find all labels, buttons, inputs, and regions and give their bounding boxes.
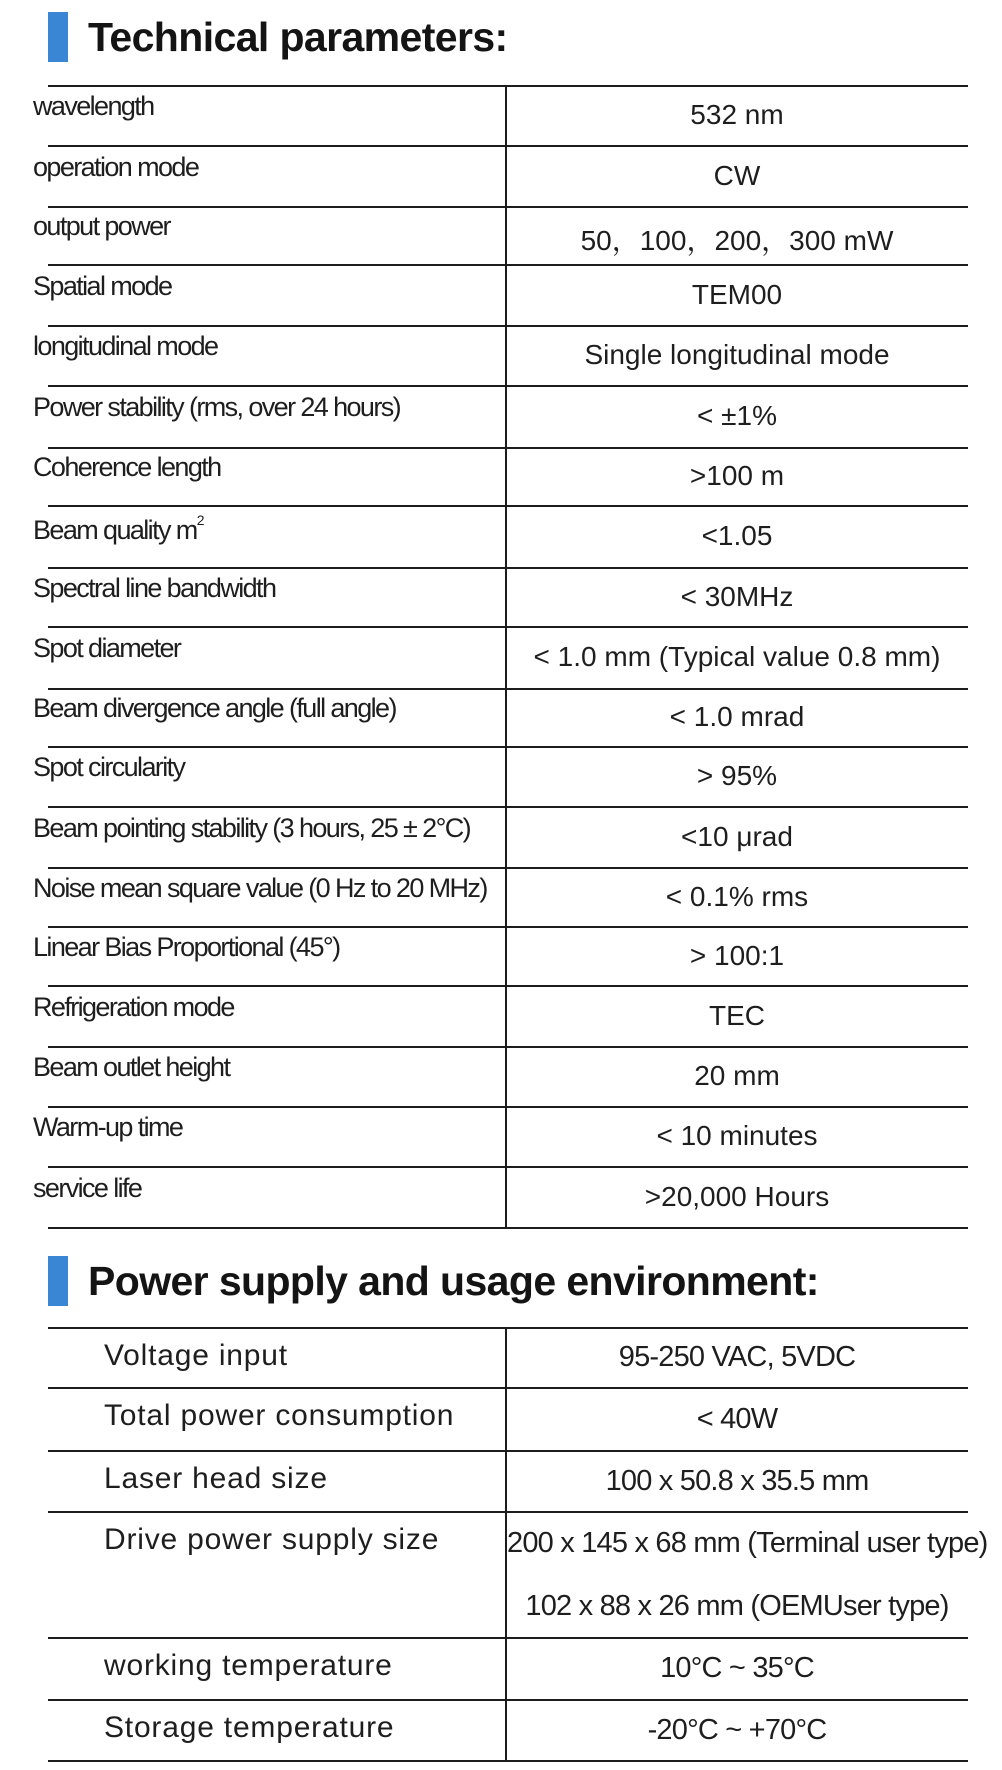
power-title: Power supply and usage environment: — [88, 1257, 819, 1304]
table-rule — [48, 567, 968, 569]
param-value: > 100:1 — [689, 939, 785, 971]
env-label: Drive power supply size — [104, 1523, 440, 1556]
env-value: < 40W — [696, 1402, 778, 1435]
table-rule — [48, 746, 968, 748]
table-rule — [48, 926, 968, 928]
param-value: <1.05 — [701, 520, 773, 551]
param-label-text: Beam outlet height — [33, 1052, 230, 1082]
param-label — [33, 452, 221, 483]
param-label — [33, 392, 400, 423]
table-rule — [48, 806, 968, 808]
param-label — [33, 271, 171, 302]
param-value: 532 nm — [690, 99, 784, 130]
table-rule — [48, 1450, 968, 1452]
param-label-text: Noise mean square value (0 Hz to 20 MHz) — [33, 872, 487, 903]
param-label — [33, 633, 180, 664]
param-label — [33, 91, 154, 122]
table-rule — [48, 1699, 968, 1701]
param-label-text: Power stability (rms, over 24 hours) — [33, 392, 401, 422]
param-label — [33, 512, 203, 546]
table-rule — [48, 1327, 968, 1329]
table-rule — [48, 264, 968, 266]
table-rule — [48, 145, 968, 147]
table-rule — [48, 447, 968, 449]
param-value: Single longitudinal mode — [584, 339, 890, 370]
env-label: Storage temperature — [104, 1711, 395, 1744]
env-value: 100 x 50.8 x 35.5 mm — [605, 1464, 869, 1497]
table-rule — [48, 688, 968, 690]
technical-title: Technical parameters: — [88, 13, 508, 60]
param-label — [33, 693, 396, 724]
table-rule — [48, 1387, 968, 1389]
param-value: < 30MHz — [680, 580, 794, 612]
param-label — [33, 932, 339, 963]
param-label-text: wavelength — [33, 91, 154, 121]
superscript: 2 — [196, 512, 203, 528]
param-label — [33, 813, 470, 844]
param-label-text: Beam divergence angle (full angle) — [33, 693, 396, 723]
param-label — [33, 152, 198, 183]
param-value: 50，100，200，300 mW — [580, 225, 894, 256]
param-label-text: longitudinal mode — [33, 331, 218, 361]
param-label — [33, 992, 234, 1023]
param-label — [33, 1052, 229, 1083]
table-rule — [48, 1637, 968, 1639]
param-label-text: Beam pointing stability (3 hours, 25 ± 2°C) — [33, 812, 471, 843]
env-label: Total power consumption — [104, 1399, 455, 1432]
env-value: -20°C ~ +70°C — [647, 1713, 827, 1746]
param-label — [33, 331, 217, 362]
param-value: < 0.1% rms — [665, 880, 809, 912]
table-rule — [48, 1166, 968, 1168]
param-label — [33, 1173, 141, 1204]
table-rule — [48, 985, 968, 987]
table-rule — [48, 85, 968, 87]
param-label-text: service life — [33, 1172, 142, 1203]
param-label — [33, 1112, 182, 1143]
table-rule — [48, 1227, 968, 1229]
env-value: 200 x 145 x 68 mm (Terminal user type) — [507, 1526, 988, 1559]
param-label-text: Spot circularity — [33, 752, 185, 782]
param-label-text: Coherence length — [33, 452, 221, 482]
env-label: Voltage input — [104, 1339, 288, 1372]
title-accent-bar — [48, 12, 68, 62]
title-accent-bar — [48, 1256, 68, 1306]
table-rule — [48, 385, 968, 387]
param-value: > 95% — [696, 760, 778, 791]
param-value: TEC — [709, 999, 765, 1031]
table-rule — [48, 1511, 968, 1513]
param-value: TEM00 — [691, 278, 783, 310]
param-label — [33, 873, 487, 904]
param-label — [33, 752, 184, 783]
env-value: 95-250 VAC, 5VDC — [618, 1341, 856, 1373]
param-label-text: Beam quality m — [33, 515, 197, 545]
param-value: < 1.0 mm (Typical value 0.8 mm) — [533, 641, 941, 672]
table-rule — [48, 867, 968, 869]
env-value: 10°C ~ 35°C — [660, 1652, 814, 1684]
param-value: <10 μrad — [681, 820, 793, 852]
table-rule — [48, 1046, 968, 1048]
param-value: >100 m — [689, 460, 785, 491]
param-value: CW — [713, 159, 761, 191]
param-label-text: output power — [33, 211, 170, 241]
param-value: >20,000 Hours — [644, 1180, 830, 1212]
param-label-text: Warm-up time — [33, 1112, 183, 1142]
param-value: < 10 minutes — [656, 1120, 818, 1151]
param-label-text: Spot diameter — [33, 633, 181, 663]
table-rule — [48, 1106, 968, 1108]
param-label — [33, 211, 170, 242]
param-value: < 1.0 mrad — [669, 701, 805, 732]
env-label: working temperature — [104, 1649, 393, 1682]
param-label-text: Spectral line bandwidth — [33, 572, 276, 603]
param-label-text: Spatial mode — [33, 270, 172, 301]
env-label: Laser head size — [104, 1462, 328, 1495]
param-label-text: Linear Bias Proportional (45°) — [33, 931, 340, 962]
param-value: 20 mm — [694, 1060, 780, 1091]
table-rule — [48, 1760, 968, 1762]
table-rule — [48, 206, 968, 208]
table-rule — [48, 325, 968, 327]
param-label-text: operation mode — [33, 151, 199, 182]
param-value: < ±1% — [697, 400, 777, 431]
table-rule — [48, 505, 968, 507]
param-label-text: Refrigeration mode — [33, 991, 234, 1022]
param-label — [33, 573, 275, 604]
env-value: 102 x 88 x 26 mm (OEMUser type) — [525, 1589, 949, 1622]
table-rule — [48, 626, 968, 628]
